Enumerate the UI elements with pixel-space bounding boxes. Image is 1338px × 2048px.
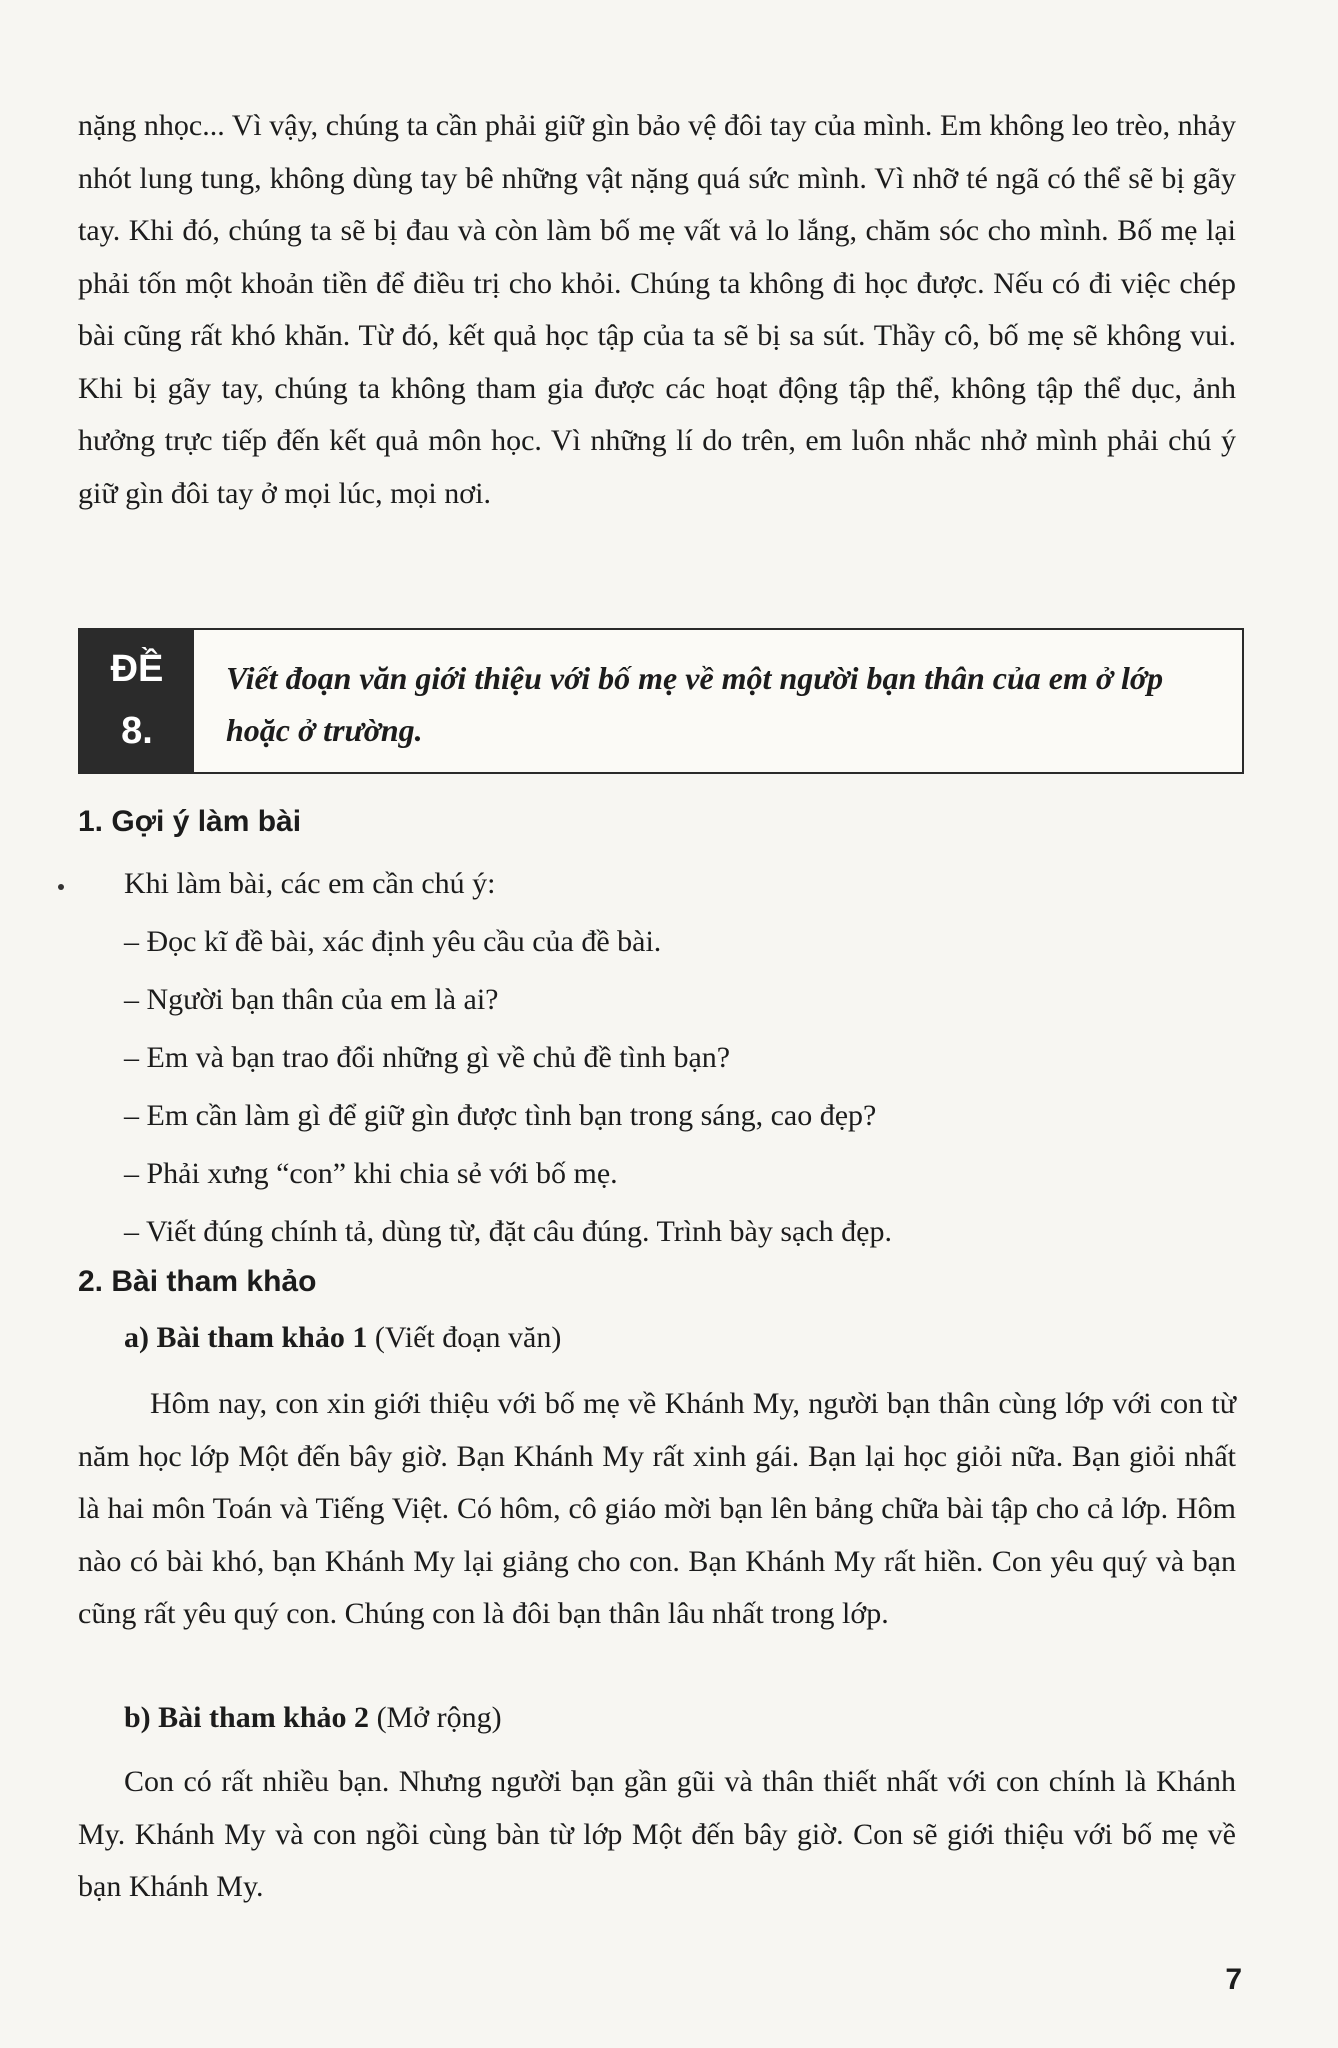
hint-list — [124, 855, 1224, 1261]
hint-item: – Người bạn thân của em là ai? — [124, 983, 499, 1016]
essay2-note: (Mở rộng) — [369, 1701, 502, 1734]
essay2-text: Con có rất nhiều bạn. Nhưng người bạn gần gũi và thân thiết nhất với con chính là Khánh My. Khánh My và con ngồi cùng bàn từ lớp Một đến bây giờ. Con sẽ giới thiệu với bố mẹ về bạn Khánh My. — [78, 1765, 1236, 1903]
essay2-title: b) Bài tham khảo 2 — [124, 1701, 370, 1734]
hint-item: – Em và bạn trao đổi những gì về chủ đề tình bạn? — [124, 1041, 731, 1074]
exercise-tag-word: ĐỀ — [110, 648, 164, 690]
exercise-box — [78, 628, 1244, 774]
hint-item: Khi làm bài, các em cần chú ý: — [124, 867, 496, 900]
essay1-heading — [124, 1318, 561, 1358]
page-number: 7 — [1225, 1963, 1242, 1996]
hint-item: – Phải xưng “con” khi chia sẻ với bố mẹ. — [124, 1157, 618, 1190]
exercise-tag — [80, 630, 194, 772]
section-heading-references: 2. Bài tham khảo — [78, 1265, 317, 1298]
exercise-prompt: Viết đoạn văn giới thiệu với bố mẹ về một người bạn thân của em ở lớp hoặc ở trường. — [226, 660, 1164, 748]
exercise-tag-number: 8. — [121, 710, 153, 752]
hint-item: – Đọc kĩ đề bài, xác định yêu cầu của đề bài. — [124, 925, 662, 958]
intro-paragraph: nặng nhọc... Vì vậy, chúng ta cần phải giữ gìn bảo vệ đôi tay của mình. Em không leo trèo, nhảy nhót lung tung, không dùng tay bê những vật nặng quá sức mình. Vì nhỡ té ngã có thể sẽ bị gãy tay. Khi đó, chúng ta sẽ bị đau và còn làm bố mẹ vất vả lo lắng, chăm sóc cho mình. Bố mẹ lại phải tốn một khoản tiền để điều trị cho khỏi. Chúng ta không đi học được. Nếu có đi việc chép bài cũng rất khó khăn. Từ đó, kết quả học tập của ta sẽ bị sa sút. Thầy cô, bố mẹ sẽ không vui. Khi bị gãy tay, chúng ta không tham gia được các hoạt động tập thể, không tập thể dục, ảnh hưởng trực tiếp đến kết quả môn học. Vì những lí do trên, em luôn nhắc nhở mình phải chú ý giữ gìn đôi tay ở mọi lúc, mọi nơi. — [78, 109, 1236, 510]
essay1-text: Hôm nay, con xin giới thiệu với bố mẹ về Khánh My, người bạn thân cùng lớp với con từ năm học lớp Một đến bây giờ. Bạn Khánh My rất xinh gái. Bạn lại học giỏi nữa. Bạn giỏi nhất là hai môn Toán và Tiếng Việt. Có hôm, cô giáo mời bạn lên bảng chữa bài tập cho cả lớp. Hôm nào có bài khó, bạn Khánh My lại giảng cho con. Bạn Khánh My rất hiền. Con yêu quý và bạn cũng rất yêu quý con. Chúng con là đôi bạn thân lâu nhất trong lớp. — [78, 1387, 1236, 1630]
essay1-note: (Viết đoạn văn) — [367, 1321, 562, 1354]
section-heading-hints: 1. Gợi ý làm bài — [78, 805, 302, 838]
hint-item: – Em cần làm gì để giữ gìn được tình bạn trong sáng, cao đẹp? — [124, 1099, 877, 1132]
essay2-heading — [124, 1698, 502, 1738]
margin-dot — [58, 884, 64, 890]
hint-item: – Viết đúng chính tả, dùng từ, đặt câu đúng. Trình bày sạch đẹp. — [124, 1215, 892, 1248]
essay1-title: a) Bài tham khảo 1 — [124, 1321, 368, 1354]
